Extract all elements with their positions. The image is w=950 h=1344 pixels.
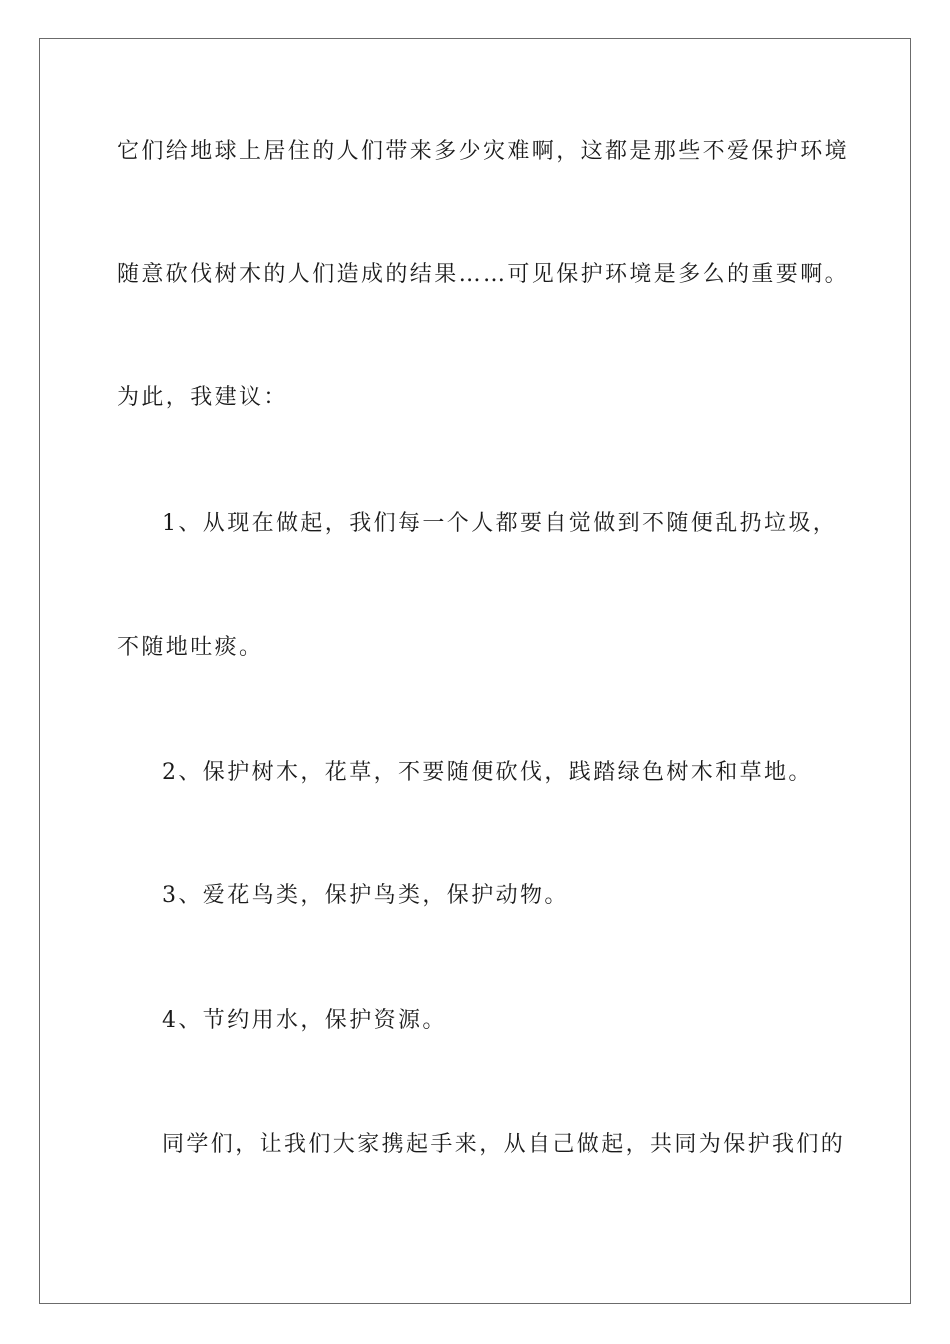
- paragraph-line-1: 它们给地球上居住的人们带来多少灾难啊，这都是那些不爱保护环境: [117, 139, 850, 164]
- suggestion-3: 3、爱花鸟类，保护鸟类，保护动物。: [162, 883, 569, 908]
- suggestion-1-line-1: 1、从现在做起，我们每一个人都要自觉做到不随便乱扔垃圾，: [162, 511, 838, 536]
- suggestion-4: 4、节约用水，保护资源。: [162, 1008, 447, 1033]
- paragraph-line-3: 为此，我建议：: [117, 385, 288, 410]
- page-border: [39, 38, 911, 1304]
- closing-paragraph-line: 同学们，让我们大家携起手来，从自己做起，共同为保护我们的: [162, 1132, 846, 1157]
- paragraph-line-2: 随意砍伐树木的人们造成的结果……可见保护环境是多么的重要啊。: [117, 262, 850, 287]
- suggestion-2: 2、保护树木，花草，不要随便砍伐，践踏绿色树木和草地。: [162, 760, 813, 785]
- suggestion-1-line-2: 不随地吐痰。: [117, 635, 264, 660]
